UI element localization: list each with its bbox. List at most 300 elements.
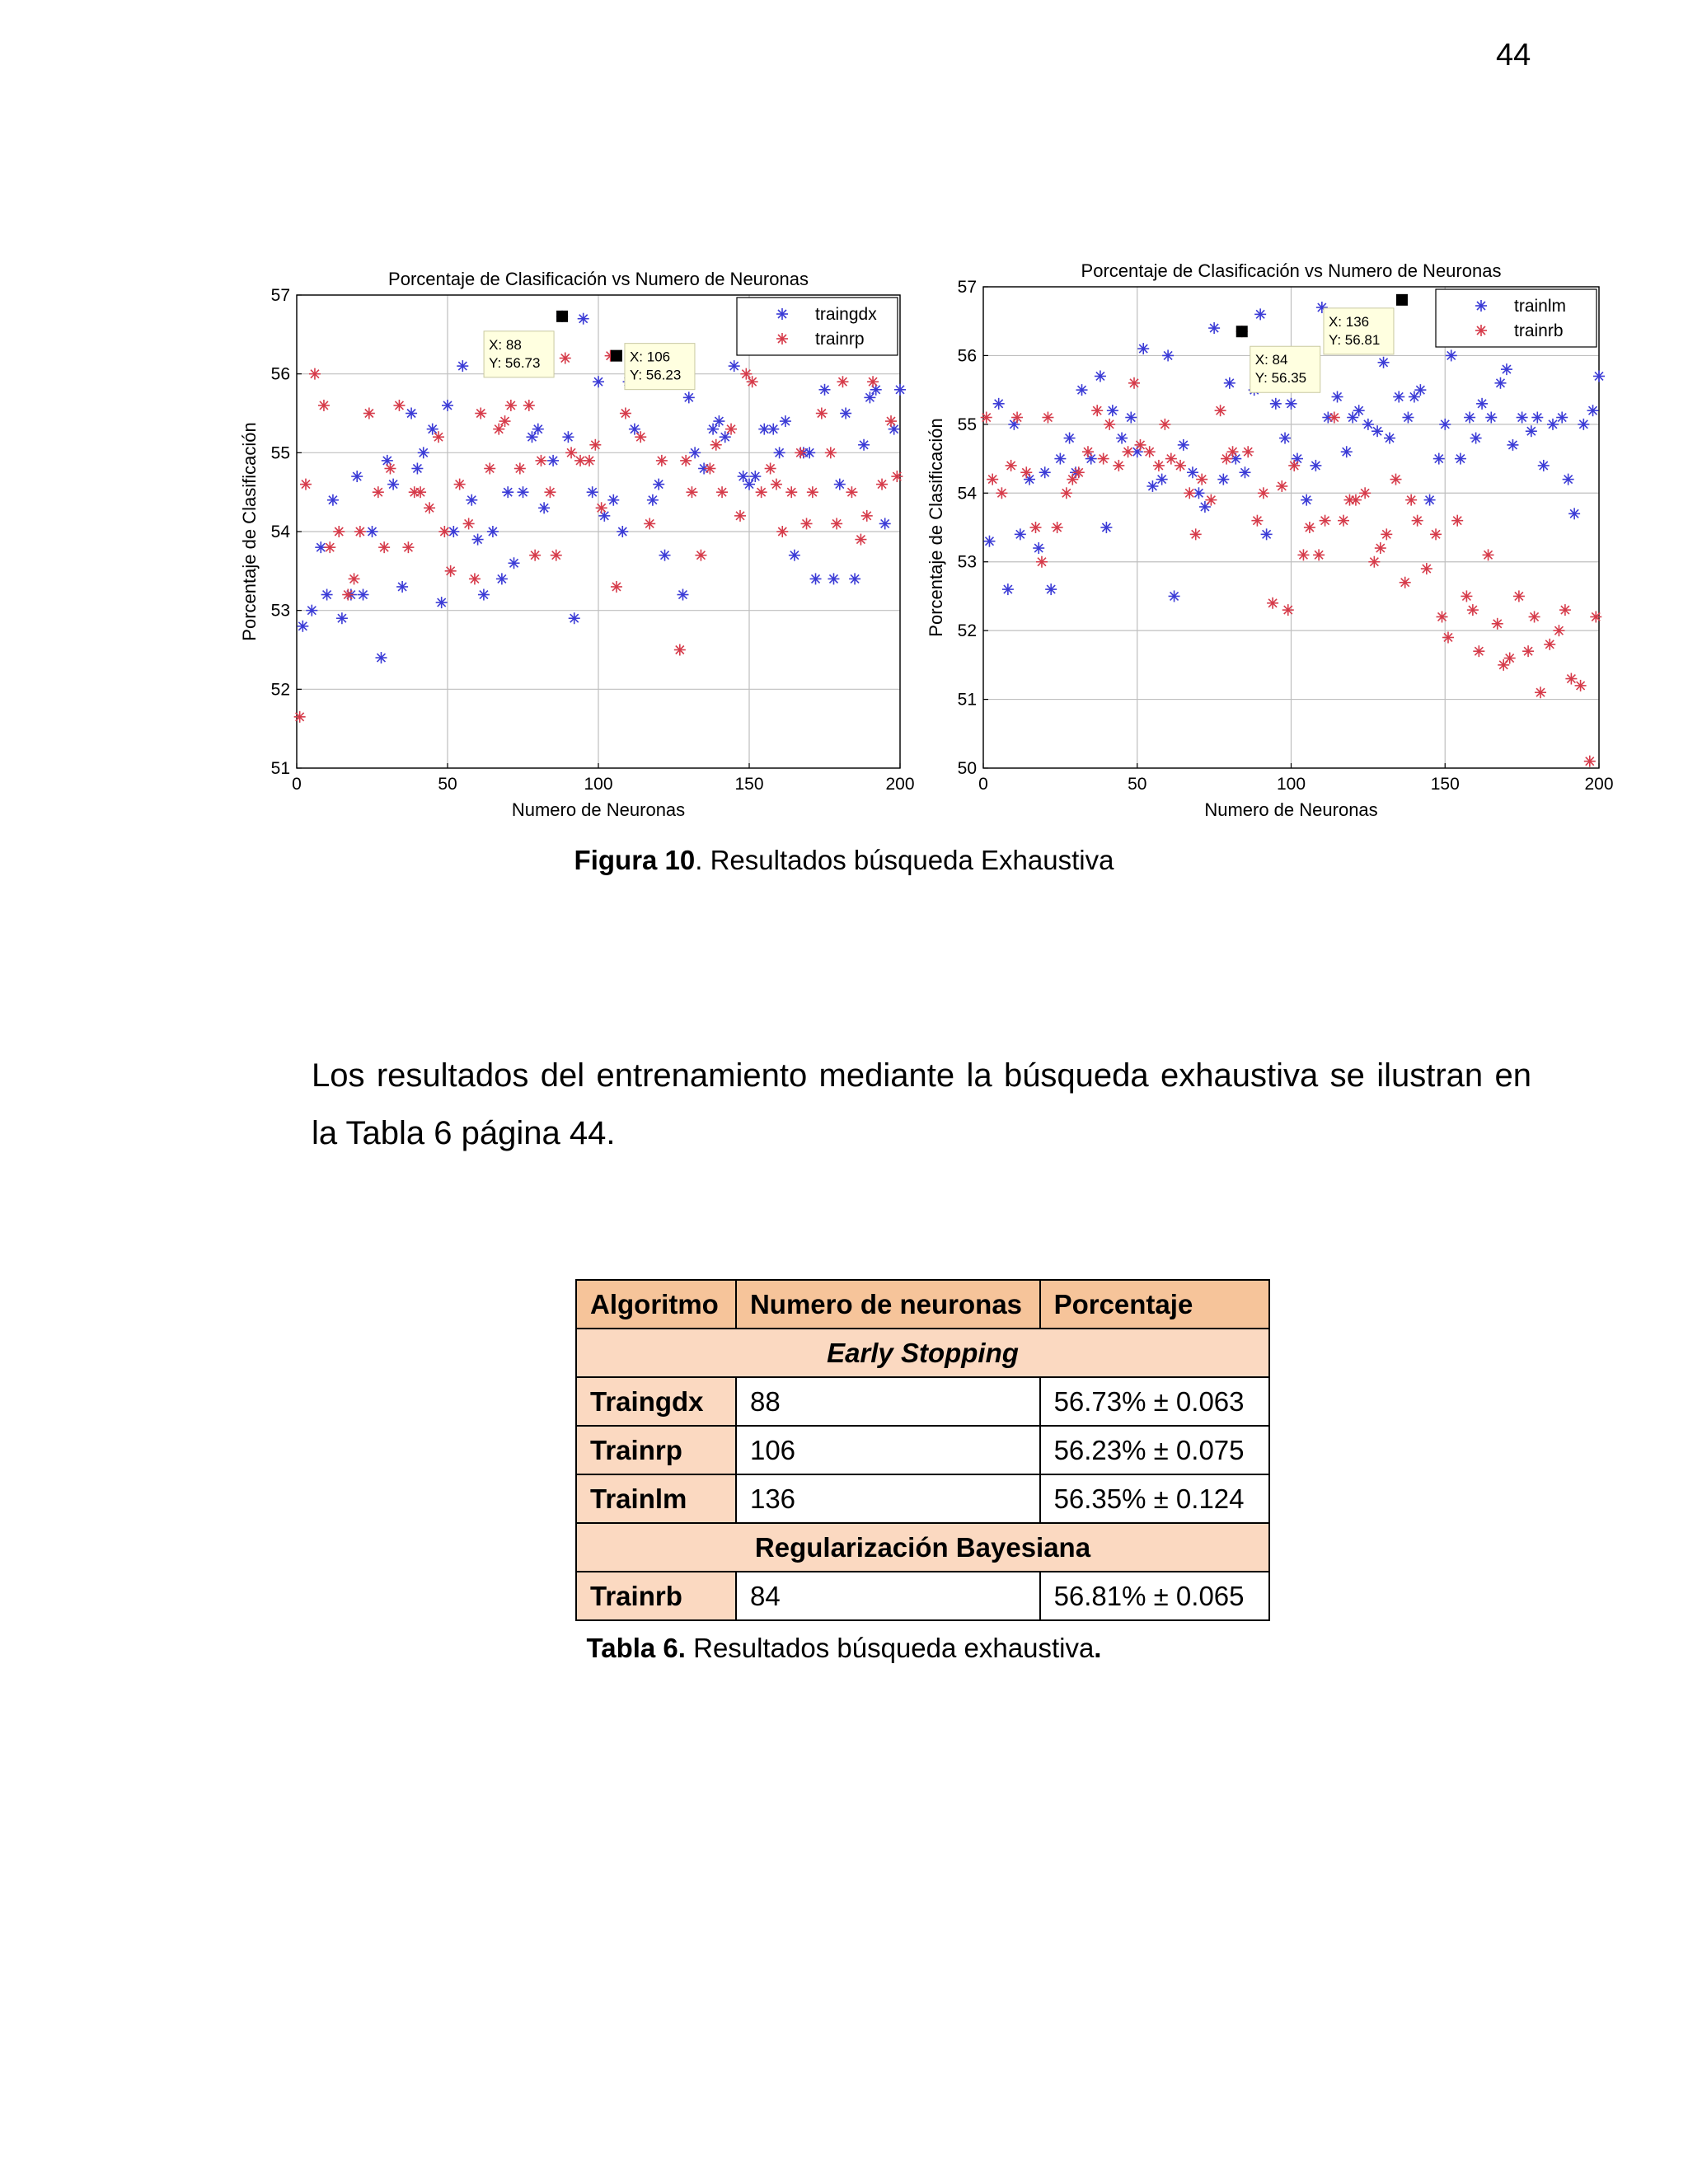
data-point-trainrb xyxy=(1544,639,1555,650)
data-point-traingdx xyxy=(306,605,317,616)
data-point-trainrb xyxy=(1451,515,1463,527)
data-point-trainrp xyxy=(463,518,475,529)
data-point-trainlm xyxy=(1501,363,1512,375)
datatip-marker xyxy=(1236,326,1248,337)
data-point-traingdx xyxy=(375,652,387,663)
data-point-trainrb xyxy=(1205,494,1217,506)
figure-caption-text: . Resultados búsqueda Exhaustiva xyxy=(695,845,1114,875)
scatter-chart-traingdx-trainrp xyxy=(231,247,915,832)
data-point-trainlm xyxy=(1414,384,1426,396)
data-point-trainrb xyxy=(1535,687,1546,698)
data-point-trainrb xyxy=(1196,474,1207,485)
data-point-trainrb xyxy=(1011,412,1023,424)
datatip-marker xyxy=(611,350,622,362)
data-point-trainrp xyxy=(499,415,511,427)
data-point-trainrb xyxy=(1575,680,1587,691)
data-point-traingdx xyxy=(840,408,851,419)
x-tick-label: 200 xyxy=(1584,775,1614,794)
data-point-trainlm xyxy=(1137,343,1149,354)
cell-neurons: 106 xyxy=(736,1426,1040,1474)
data-point-traingdx xyxy=(828,573,839,584)
data-point-trainrp xyxy=(294,711,306,723)
data-point-trainrp xyxy=(363,408,375,419)
x-tick-label: 50 xyxy=(438,775,457,794)
data-point-trainlm xyxy=(1476,398,1488,410)
data-point-trainlm xyxy=(1301,494,1312,506)
datatip-text: X: 106 xyxy=(629,349,671,365)
data-point-traingdx xyxy=(358,589,369,601)
data-point-trainrb xyxy=(1227,446,1239,457)
data-point-trainrp xyxy=(891,471,903,482)
data-point-traingdx xyxy=(683,391,695,403)
data-point-trainrp xyxy=(695,550,706,561)
cell-percent: 56.23% ± 0.075 xyxy=(1040,1426,1269,1474)
body-paragraph: Los resultados del entrenamiento mediante la búsqueda exhaustiva se ilustran en la Tabla 6 página 44. xyxy=(312,1057,1531,1151)
data-point-trainrb xyxy=(1504,653,1516,664)
data-point-traingdx xyxy=(707,424,719,435)
data-point-trainlm xyxy=(1439,419,1451,430)
data-point-trainlm xyxy=(1341,446,1353,457)
data-point-trainrp xyxy=(324,541,335,553)
legend-label: traingdx xyxy=(815,305,877,324)
data-point-traingdx xyxy=(587,486,598,498)
data-point-trainrb xyxy=(1529,611,1540,622)
data-point-trainlm xyxy=(1556,412,1568,424)
data-point-trainrp xyxy=(846,486,857,498)
y-axis-label: Porcentaje de Clasificación xyxy=(239,422,260,641)
data-point-trainrb xyxy=(1400,577,1411,588)
data-point-traingdx xyxy=(879,518,891,529)
data-point-traingdx xyxy=(569,612,580,624)
data-point-traingdx xyxy=(677,589,688,601)
y-tick-label: 50 xyxy=(957,759,977,778)
data-point-trainrb xyxy=(1020,466,1032,478)
data-point-trainrp xyxy=(433,431,444,443)
y-tick-label: 52 xyxy=(270,680,290,700)
data-point-trainrb xyxy=(1190,528,1202,540)
datatip-marker xyxy=(1396,294,1408,306)
data-point-trainrb xyxy=(1042,412,1053,424)
data-point-traingdx xyxy=(327,494,339,506)
data-point-traingdx xyxy=(593,376,604,387)
y-tick-label: 56 xyxy=(957,346,977,366)
data-point-traingdx xyxy=(810,573,822,584)
table-caption-text: Resultados búsqueda exhaustiva xyxy=(685,1633,1095,1663)
data-point-trainrp xyxy=(734,510,746,522)
data-point-traingdx xyxy=(457,360,468,372)
data-point-trainlm xyxy=(1494,377,1506,389)
datatip-marker xyxy=(556,311,568,322)
data-point-trainrp xyxy=(445,565,457,577)
y-tick-label: 52 xyxy=(957,621,977,641)
data-point-traingdx xyxy=(496,573,508,584)
data-point-traingdx xyxy=(749,471,761,482)
data-point-trainlm xyxy=(1587,405,1599,416)
legend-label: trainlm xyxy=(1514,297,1567,316)
data-point-trainlm xyxy=(1116,433,1128,444)
data-point-trainrb xyxy=(1104,419,1115,430)
data-point-trainrb xyxy=(1098,453,1109,465)
data-point-trainlm xyxy=(1310,460,1321,471)
data-point-trainrb xyxy=(1313,549,1325,560)
data-point-trainlm xyxy=(1107,405,1118,416)
data-point-trainlm xyxy=(1076,384,1088,396)
data-point-traingdx xyxy=(720,431,731,443)
data-point-trainrp xyxy=(855,534,866,546)
data-point-trainrp xyxy=(801,518,813,529)
data-point-trainlm xyxy=(983,536,995,547)
data-point-trainrp xyxy=(544,486,556,498)
data-point-trainrp xyxy=(454,479,466,490)
data-point-trainrb xyxy=(1153,460,1165,471)
data-point-trainrp xyxy=(469,573,481,584)
data-point-trainrp xyxy=(771,479,782,490)
data-point-trainrb xyxy=(1029,522,1041,533)
data-point-trainrb xyxy=(1390,474,1401,485)
data-point-traingdx xyxy=(607,494,619,506)
y-tick-label: 56 xyxy=(270,364,290,384)
data-point-trainrb xyxy=(1113,460,1124,471)
data-point-trainrb xyxy=(1483,549,1494,560)
data-point-trainlm xyxy=(1384,433,1395,444)
data-point-traingdx xyxy=(418,447,429,458)
data-point-traingdx xyxy=(502,486,513,498)
data-point-trainrp xyxy=(560,353,571,364)
data-point-trainlm xyxy=(1372,425,1383,437)
data-point-trainlm xyxy=(1531,412,1543,424)
data-point-trainrp xyxy=(807,486,818,498)
legend-marker-traingdx xyxy=(776,308,788,320)
data-point-traingdx xyxy=(789,550,800,561)
table-header-neuronas: Numero de neuronas xyxy=(736,1280,1040,1329)
data-point-trainlm xyxy=(1593,370,1605,382)
data-point-trainrb xyxy=(1350,494,1362,506)
data-point-trainrp xyxy=(393,400,405,411)
data-point-trainrb xyxy=(1297,549,1309,560)
datatip-text: X: 88 xyxy=(489,336,522,353)
data-point-trainlm xyxy=(1254,308,1266,320)
data-point-trainrb xyxy=(1165,453,1177,465)
data-point-traingdx xyxy=(297,621,308,632)
data-point-trainlm xyxy=(1217,474,1229,485)
cell-algo: Trainrb xyxy=(576,1572,736,1620)
data-point-trainrb xyxy=(1338,515,1349,527)
cell-percent: 56.81% ± 0.065 xyxy=(1040,1572,1269,1620)
data-point-trainlm xyxy=(1568,508,1580,519)
data-point-trainrb xyxy=(1215,405,1226,416)
data-point-trainlm xyxy=(1362,419,1374,430)
data-point-trainrp xyxy=(725,424,737,435)
page-number: 44 xyxy=(1496,38,1531,73)
data-point-traingdx xyxy=(526,431,537,443)
y-tick-label: 54 xyxy=(957,484,977,504)
data-point-trainrp xyxy=(378,541,390,553)
data-point-trainrp xyxy=(384,462,396,474)
data-point-trainlm xyxy=(1470,433,1482,444)
data-point-traingdx xyxy=(387,479,399,490)
data-point-trainrb xyxy=(1381,528,1392,540)
data-point-traingdx xyxy=(780,415,791,427)
y-tick-label: 51 xyxy=(957,690,977,710)
table-section-row xyxy=(576,1523,1269,1572)
data-point-trainlm xyxy=(1464,412,1475,424)
data-point-trainlm xyxy=(1125,412,1137,424)
legend-marker-trainlm xyxy=(1475,300,1487,312)
data-point-trainlm xyxy=(1517,412,1528,424)
data-point-trainrp xyxy=(415,486,426,498)
data-point-trainlm xyxy=(1485,412,1497,424)
data-point-traingdx xyxy=(689,447,701,458)
data-point-traingdx xyxy=(367,526,378,537)
data-point-trainlm xyxy=(1002,583,1014,595)
data-point-trainlm xyxy=(1446,349,1457,361)
data-point-traingdx xyxy=(532,424,544,435)
data-point-trainrb xyxy=(1123,446,1134,457)
table-header-algoritmo: Algoritmo xyxy=(576,1280,736,1329)
data-point-traingdx xyxy=(743,479,755,490)
data-point-trainrp xyxy=(584,455,595,466)
data-point-traingdx xyxy=(738,471,749,482)
data-point-trainrp xyxy=(514,462,526,474)
data-point-traingdx xyxy=(617,526,628,537)
chart-title: Porcentaje de Clasificación vs Numero de Neuronas xyxy=(388,269,809,289)
data-point-trainrp xyxy=(776,526,788,537)
data-point-trainrb xyxy=(1288,460,1300,471)
data-point-trainrb xyxy=(1134,439,1146,451)
data-point-trainrp xyxy=(867,376,879,387)
data-point-trainlm xyxy=(1224,377,1236,389)
data-point-trainlm xyxy=(1424,494,1436,506)
data-point-trainlm xyxy=(1162,349,1174,361)
data-point-trainrb xyxy=(1251,515,1263,527)
data-point-trainlm xyxy=(1279,433,1291,444)
data-point-trainrp xyxy=(333,526,345,537)
data-point-traingdx xyxy=(647,494,659,506)
data-point-trainrb xyxy=(1442,631,1454,643)
x-axis-label: Numero de Neuronas xyxy=(511,799,686,820)
data-point-trainrp xyxy=(309,368,321,380)
data-point-traingdx xyxy=(351,471,363,482)
data-point-traingdx xyxy=(894,384,906,396)
data-point-traingdx xyxy=(436,597,448,608)
y-axis-label: Porcentaje de Clasificación xyxy=(926,418,946,637)
data-point-trainrp xyxy=(885,415,897,427)
data-point-traingdx xyxy=(509,557,520,569)
data-point-trainrp xyxy=(505,400,517,411)
data-point-trainrp xyxy=(523,400,535,411)
data-point-traingdx xyxy=(849,573,860,584)
data-point-trainrp xyxy=(535,455,546,466)
data-point-traingdx xyxy=(321,589,333,601)
data-point-traingdx xyxy=(562,431,574,443)
data-point-trainlm xyxy=(1286,398,1297,410)
data-point-trainrb xyxy=(981,412,992,424)
cell-algo: Trainlm xyxy=(576,1474,736,1523)
cell-percent: 56.35% ± 0.124 xyxy=(1040,1474,1269,1523)
data-point-trainrp xyxy=(300,479,312,490)
data-point-trainrb xyxy=(1473,645,1484,657)
data-point-trainrb xyxy=(1359,487,1371,499)
data-point-trainlm xyxy=(1146,480,1158,492)
data-point-trainrb xyxy=(1492,618,1503,630)
data-point-trainrp xyxy=(795,447,806,458)
y-tick-label: 57 xyxy=(957,278,977,297)
x-tick-label: 150 xyxy=(734,775,764,794)
data-point-trainrb xyxy=(1061,487,1072,499)
legend-label: trainrb xyxy=(1514,321,1564,340)
data-point-trainrp xyxy=(402,541,414,553)
x-tick-label: 0 xyxy=(292,775,302,794)
data-point-trainrp xyxy=(438,526,450,537)
cell-algo: Trainrp xyxy=(576,1426,736,1474)
data-point-traingdx xyxy=(578,313,589,325)
data-point-trainrb xyxy=(1006,460,1017,471)
data-point-trainrb xyxy=(1559,604,1571,616)
data-point-trainlm xyxy=(1332,391,1343,402)
data-point-trainlm xyxy=(1393,391,1404,402)
datatip-text: X: 136 xyxy=(1328,313,1370,330)
data-point-traingdx xyxy=(713,415,724,427)
data-point-trainrb xyxy=(1073,466,1085,478)
data-point-trainrb xyxy=(1304,522,1315,533)
data-point-trainlm xyxy=(1169,590,1180,602)
data-point-trainrb xyxy=(1052,522,1063,533)
data-point-traingdx xyxy=(427,424,438,435)
data-point-trainlm xyxy=(1045,583,1057,595)
table-caption-end: . xyxy=(1094,1633,1102,1663)
data-point-traingdx xyxy=(774,447,785,458)
data-point-trainrp xyxy=(318,400,330,411)
data-point-trainrb xyxy=(1412,515,1423,527)
data-point-trainlm xyxy=(1100,522,1112,533)
table-row xyxy=(576,1572,1269,1620)
data-point-trainlm xyxy=(1507,439,1518,451)
legend-marker-trainrb xyxy=(1475,325,1487,336)
data-point-trainrp xyxy=(373,486,384,498)
data-point-trainlm xyxy=(1270,398,1282,410)
data-point-trainrb xyxy=(1584,756,1596,767)
data-point-trainrb xyxy=(1565,673,1577,685)
data-point-traingdx xyxy=(834,479,846,490)
data-point-trainrp xyxy=(424,502,435,513)
cell-neurons: 136 xyxy=(736,1474,1040,1523)
data-point-trainrb xyxy=(1036,556,1048,568)
data-point-traingdx xyxy=(466,494,477,506)
section-regularizacion-bayesiana: Regularización Bayesiana xyxy=(576,1523,1269,1572)
data-point-trainrp xyxy=(747,376,758,387)
data-point-traingdx xyxy=(767,424,779,435)
data-point-trainrp xyxy=(493,424,504,435)
data-point-trainlm xyxy=(1033,542,1044,554)
y-tick-label: 54 xyxy=(270,523,290,541)
data-point-trainrb xyxy=(1267,598,1278,609)
data-point-traingdx xyxy=(442,400,453,411)
data-point-trainrp xyxy=(656,455,668,466)
datatip-text: Y: 56.23 xyxy=(629,367,682,383)
data-point-trainrp xyxy=(674,644,686,656)
data-point-trainrb xyxy=(1522,645,1534,657)
data-point-trainrp xyxy=(825,447,837,458)
data-point-trainrb xyxy=(1553,625,1564,636)
data-point-trainlm xyxy=(1402,412,1414,424)
data-point-trainlm xyxy=(1015,528,1026,540)
cell-neurons: 84 xyxy=(736,1572,1040,1620)
datatip-text: Y: 56.81 xyxy=(1328,331,1381,348)
cell-algo: Traingdx xyxy=(576,1377,736,1426)
table-row xyxy=(576,1377,1269,1426)
data-point-trainrb xyxy=(1175,460,1186,471)
data-point-trainrb xyxy=(1082,446,1094,457)
data-point-trainlm xyxy=(1208,322,1220,334)
table-label: Tabla 6. xyxy=(586,1633,686,1663)
x-tick-label: 100 xyxy=(1276,775,1306,794)
datatip-text: X: 84 xyxy=(1254,352,1288,368)
cell-neurons: 88 xyxy=(736,1377,1040,1426)
figure-label: Figura 10 xyxy=(574,845,696,875)
x-axis-label: Numero de Neuronas xyxy=(1204,799,1378,820)
data-point-trainrb xyxy=(1405,494,1417,506)
data-point-trainrb xyxy=(1430,528,1442,540)
data-point-trainrb xyxy=(1128,377,1140,389)
legend-marker-trainrp xyxy=(776,333,788,344)
data-point-trainrb xyxy=(1368,556,1380,568)
scatter-chart-trainlm-trainrb xyxy=(915,247,1632,832)
datatip-text: Y: 56.35 xyxy=(1254,370,1307,387)
data-point-trainrp xyxy=(565,447,577,458)
data-point-trainrb xyxy=(996,487,1007,499)
data-point-trainrb xyxy=(1375,542,1386,554)
cell-percent: 56.73% ± 0.063 xyxy=(1040,1377,1269,1426)
data-point-trainlm xyxy=(1187,466,1198,478)
x-tick-label: 150 xyxy=(1430,775,1460,794)
data-point-trainrp xyxy=(740,368,752,380)
data-point-trainlm xyxy=(1095,370,1106,382)
data-point-traingdx xyxy=(396,581,408,593)
data-point-trainrb xyxy=(1421,563,1432,574)
results-table xyxy=(575,1279,1270,1621)
data-point-trainrb xyxy=(1282,604,1294,616)
data-point-trainlm xyxy=(1547,419,1559,430)
figure-caption xyxy=(0,845,1688,876)
data-point-trainlm xyxy=(1156,474,1168,485)
data-point-trainrp xyxy=(620,408,631,419)
data-point-trainlm xyxy=(1433,453,1445,465)
data-point-trainrp xyxy=(716,486,728,498)
data-point-trainrp xyxy=(484,462,495,474)
y-tick-label: 53 xyxy=(957,552,977,572)
x-tick-label: 100 xyxy=(584,775,613,794)
data-point-trainrp xyxy=(831,518,842,529)
data-point-trainrp xyxy=(704,462,715,474)
data-point-traingdx xyxy=(406,408,417,419)
x-tick-label: 0 xyxy=(978,775,988,794)
legend-label: trainrp xyxy=(815,330,865,349)
data-point-traingdx xyxy=(547,455,559,466)
data-point-trainrp xyxy=(785,486,797,498)
data-point-trainrp xyxy=(635,431,646,443)
data-point-traingdx xyxy=(472,534,484,546)
data-point-trainrb xyxy=(1467,604,1479,616)
data-point-trainrp xyxy=(644,518,655,529)
x-tick-label: 200 xyxy=(885,775,915,794)
data-point-trainrp xyxy=(756,486,767,498)
data-point-traingdx xyxy=(518,486,529,498)
data-point-trainrp xyxy=(589,439,601,451)
data-point-trainlm xyxy=(1563,474,1574,485)
y-tick-label: 55 xyxy=(957,415,977,434)
datatip-text: Y: 56.73 xyxy=(489,354,541,371)
data-point-traingdx xyxy=(858,439,870,451)
